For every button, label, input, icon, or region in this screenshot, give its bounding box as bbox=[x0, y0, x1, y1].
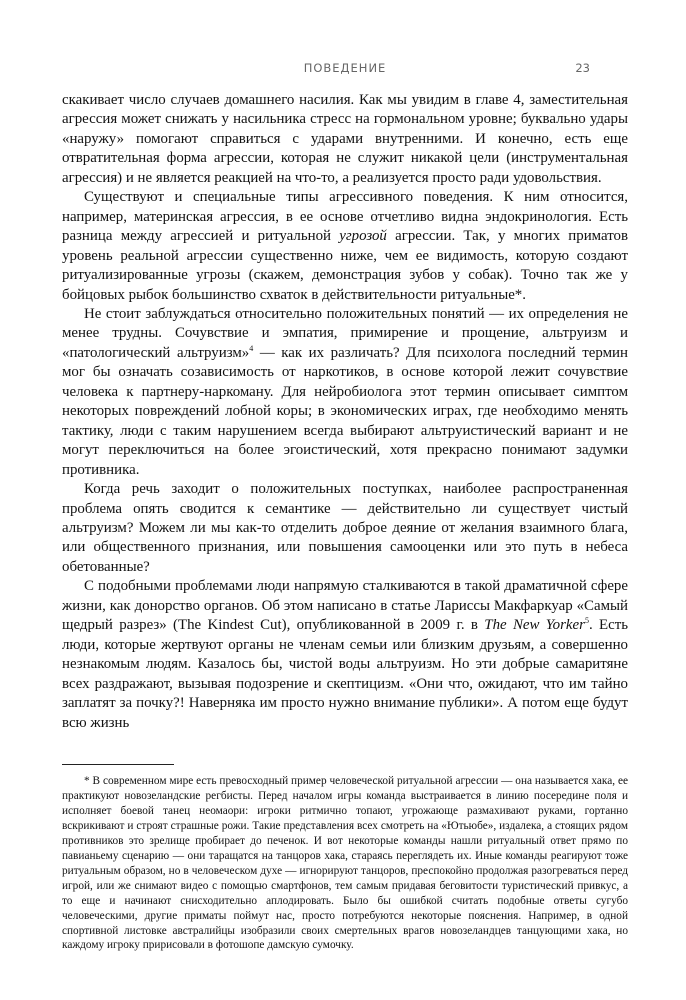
paragraph-5-text-b: . Есть люди, которые жертвуют органы не членам семьи или близким друзьям, а совершенно незнакомым людям. Казалось бы, чистой воды альтруизм. Но эти добрые самаритяне всех раздражают, вызывая подозрение и скептицизм. «Они что, ожидают, что им тайно заплатят за почку?! Наверняка им просто нужно внимание публики». А потом еще будут всю жизнь bbox=[62, 617, 628, 731]
emphasis-new-yorker: The New Yorker bbox=[484, 617, 585, 634]
emphasis-ugrozoy: угрозой bbox=[339, 228, 387, 245]
endnote-ref-5[interactable]: 5 bbox=[584, 616, 589, 626]
paragraph-1 bbox=[62, 91, 628, 188]
paragraph-4 bbox=[62, 480, 628, 577]
body-text bbox=[62, 91, 628, 733]
paragraph-3-text-a: Не стоит заблуждаться относительно положительных понятий — их определения не менее трудны. Сочувствие и эмпатия, примирение и прощение, альтруизм и «патологический альтруизм» bbox=[62, 305, 628, 361]
paragraph-3 bbox=[62, 305, 628, 480]
paragraph-2-text-a: Существуют и специальные типы агрессивного поведения. К ним относится, например, материнская агрессия, в ее основе отчетливо видна эндокринология. Есть разница между агрессией и ритуальной bbox=[62, 189, 628, 245]
paragraph-2 bbox=[62, 188, 628, 305]
running-title: ПОВЕДЕНИЕ bbox=[303, 61, 387, 75]
paragraph-3-text-b: — как их различать? Для психолога последний термин мог бы означать созависимость от наркотиков, в основе которой лежит сочувствие человека к партнеру-наркоману. Для нейробиолога этот термин описывает симптом некоторых повреждений лобной коры; в экономических играх, где необходимо менять тактику, люди с таким нарушением всегда выбирают альтруистический вариант и не могут переключиться на более эгоистический, хотя прекрасно понимают задумки противника. bbox=[62, 344, 628, 478]
footnote-asterisk: * В современном мире есть превосходный пример человеческой ритуальной агрессии — она называется хака, ее практикуют новозеландские регбисты. Перед началом игры команда выстраивается в линию посередине поля и исполняет боевой танец неомаори: игроки ритмично топают, угрожающе размахивают руками, гортанно вскрикивают и строят страшные рожи. Такие представления всех смотреть на «Ютьюбе», издалека, а стоящих рядом противников это зрелище пробирает до печенок. И вот некоторые команды нашли ритуальный ответ прямо по павианьему сценарию — они таращатся на танцоров хака, стараясь переглядеть их. Иные команды реагируют тоже ритуальным образом, но в человеческом духе — игнорируют танцоров, преспокойно продолжая разогреваться перед игрой, или же снимают видео с помощью смартфонов, тем самым придавая беговитости туристический привкус, а то еще и начинают снисходительно аплодировать. Было бы ошибкой считать подобные ответы сугубо человеческими, другие приматы поймут нас, просто потребуются некоторые пояснения. Например, в одной спортивной листовке австралийцы изобразили своих смертельных врагов новозеландцев танцующими хака, но каждому игроку пририсовали в фотошопе дамскую сумочку. bbox=[62, 775, 628, 952]
paragraph-5-text-a: С подобными проблемами люди напрямую сталкиваются в такой драматичной сфере жизни, как донорство органов. Об этом написано в статье Лариссы Макфаркуар «Самый щедрый разрез» (The Kindest Cut), опубликованной в 2009 г. в bbox=[62, 578, 628, 634]
paragraph-4-text: Когда речь заходит о положительных поступках, наиболее распространенная проблема опять сводится к семантике — действительно ли существует чистый альтруизм? Можем ли мы как-то отделить доброе деяние от желания взаимного блага, или общественного признания, или повышения самооценки или это путь в небеса обетованные? bbox=[62, 481, 628, 575]
footnotes bbox=[62, 774, 628, 953]
paragraph-1-text: скакивает число случаев домашнего насилия. Как мы увидим в главе 4, заместительная агрессия может снижать у насильника стресс на гормональном уровне; буквально удары «наружу» помогают справиться с ударами внутренними. И конечно, есть еще отвратительная форма агрессии, которая не служит никакой цели (инструментальная агрессия) и не является реакцией на что-то, а реализуется просто ради удовольствия. bbox=[62, 92, 628, 186]
page-number: 23 bbox=[575, 61, 590, 75]
running-head bbox=[100, 61, 590, 77]
paragraph-2-text-b: агрессии. Так, у многих приматов уровень реальной агрессии существенно ниже, чем ее видимость, которую создают ритуализированные угрозы (скажем, демонстрация зубов у собак). Точно так же у бойцовых рыбок большинство схваток в действительности ритуальные*. bbox=[62, 228, 628, 303]
paragraph-5 bbox=[62, 577, 628, 733]
endnote-ref-4[interactable]: 4 bbox=[249, 343, 254, 353]
footnote-divider bbox=[62, 764, 174, 765]
